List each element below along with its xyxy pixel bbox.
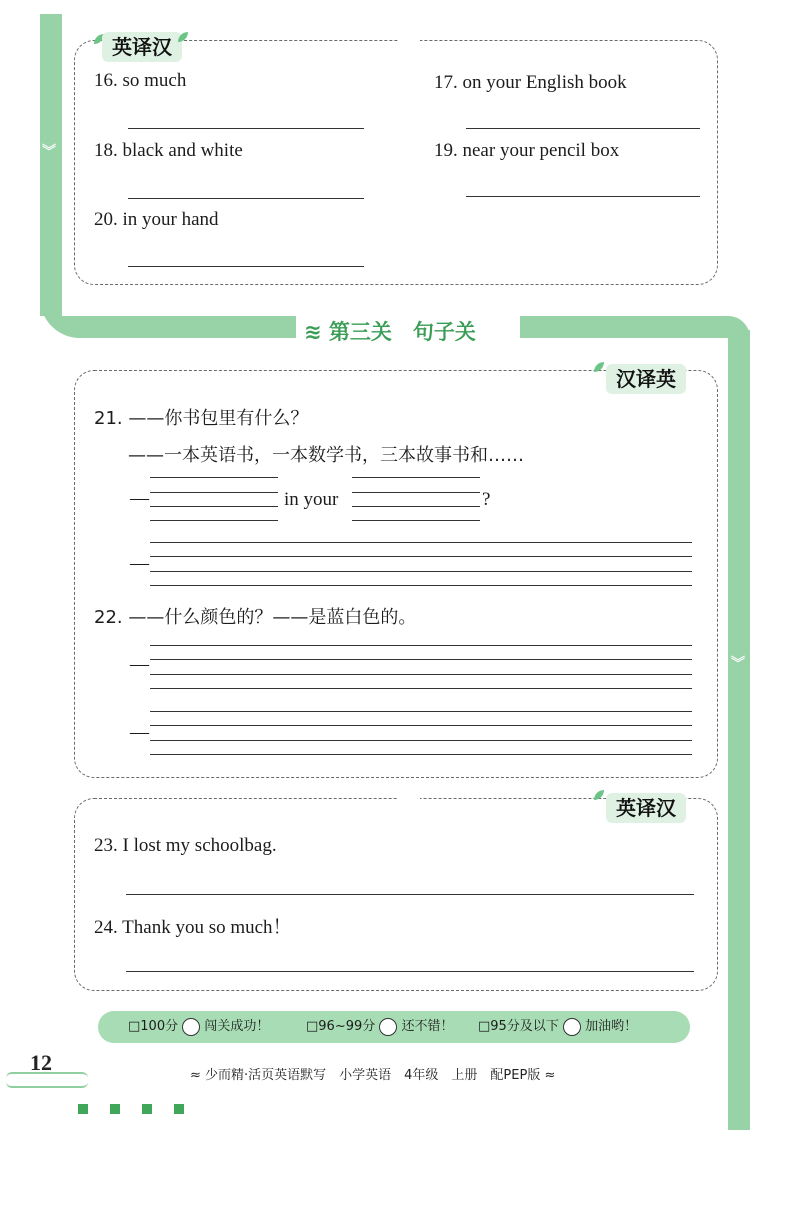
left-chevron-icon: ︾: [42, 144, 56, 160]
answer-line[interactable]: [466, 196, 700, 197]
answer-line[interactable]: [128, 198, 364, 199]
item-20: 20. in your hand: [94, 209, 219, 230]
wave-icon: ≋: [304, 320, 329, 344]
right-frame-top: [520, 316, 750, 338]
decor-square: [174, 1104, 184, 1114]
score-option-100[interactable]: □100分 闯关成功！: [128, 1019, 270, 1034]
score-bar: [98, 1011, 690, 1043]
right-chevron-icon: ︾: [731, 656, 745, 672]
item-17: 17. on your English book: [434, 72, 627, 93]
answer-line[interactable]: [150, 506, 278, 507]
answer-line[interactable]: [150, 754, 692, 755]
item-18: 18. black and white: [94, 140, 243, 161]
decor-square: [78, 1104, 88, 1114]
right-frame-bar: [728, 330, 750, 1130]
answer-line[interactable]: [150, 520, 278, 521]
answer-line[interactable]: [150, 492, 278, 493]
answer-line[interactable]: [150, 571, 692, 572]
q22-dash2: —: [130, 722, 149, 743]
answer-line[interactable]: [128, 128, 364, 129]
left-frame-curve: [40, 290, 300, 338]
section-tag: 汉译英: [606, 364, 686, 394]
footer-text: ≈ 少而精·活页英语默写 小学英语 4年级 上册 配PEP版 ≈: [190, 1068, 556, 1083]
answer-line[interactable]: [150, 740, 692, 741]
answer-line[interactable]: [150, 711, 692, 712]
score-option-96-99[interactable]: □96~99分 还不错！: [306, 1019, 454, 1034]
smile-icon: [379, 1018, 397, 1036]
answer-line[interactable]: [128, 266, 364, 267]
answer-line[interactable]: [352, 520, 480, 521]
answer-line[interactable]: [352, 506, 480, 507]
face-icon: [182, 1018, 200, 1036]
q21-prompt: 21. ——你书包里有什么？: [94, 408, 309, 429]
item-16: 16. so much: [94, 70, 187, 91]
q21-dash: —: [130, 488, 149, 509]
item-24: 24. Thank you so much！: [94, 917, 292, 938]
q22-dash1: —: [130, 654, 149, 675]
answer-line[interactable]: [126, 894, 694, 895]
answer-line[interactable]: [352, 492, 480, 493]
answer-line[interactable]: [150, 659, 692, 660]
answer-line[interactable]: [150, 585, 692, 586]
item-19: 19. near your pencil box: [434, 140, 620, 161]
score-option-95-below[interactable]: □95分及以下 加油哟！: [478, 1019, 638, 1034]
answer-line[interactable]: [150, 542, 692, 543]
decor-square: [142, 1104, 152, 1114]
answer-line[interactable]: [150, 674, 692, 675]
answer-line[interactable]: [352, 477, 480, 478]
answer-line[interactable]: [466, 128, 700, 129]
cheer-icon: [563, 1018, 581, 1036]
section-title: ≋ 第三关 句子关: [296, 316, 484, 346]
q21-dash2: —: [130, 553, 149, 574]
answer-line[interactable]: [150, 556, 692, 557]
page-number: 12: [30, 1050, 52, 1075]
section-tag: 英译汉: [102, 32, 182, 62]
answer-line[interactable]: [150, 725, 692, 726]
answer-line[interactable]: [150, 645, 692, 646]
answer-line[interactable]: [150, 477, 278, 478]
section-hanyi: [74, 370, 718, 778]
item-23: 23. I lost my schoolbag.: [94, 835, 277, 856]
answer-line[interactable]: [126, 971, 694, 972]
decor-square: [110, 1104, 120, 1114]
answer-line[interactable]: [150, 688, 692, 689]
page-wave-icon: [6, 1072, 88, 1088]
q22-prompt: 22. ——什么颜色的？——是蓝白色的。: [94, 607, 417, 628]
q21-qmark: ?: [482, 489, 491, 510]
q21-hint: ——一本英语书，一本数学书，三本故事书和……: [128, 445, 524, 466]
section-tag: 英译汉: [606, 793, 686, 823]
q21-middle-words: in your: [284, 489, 339, 510]
left-frame-bar: [40, 14, 62, 316]
